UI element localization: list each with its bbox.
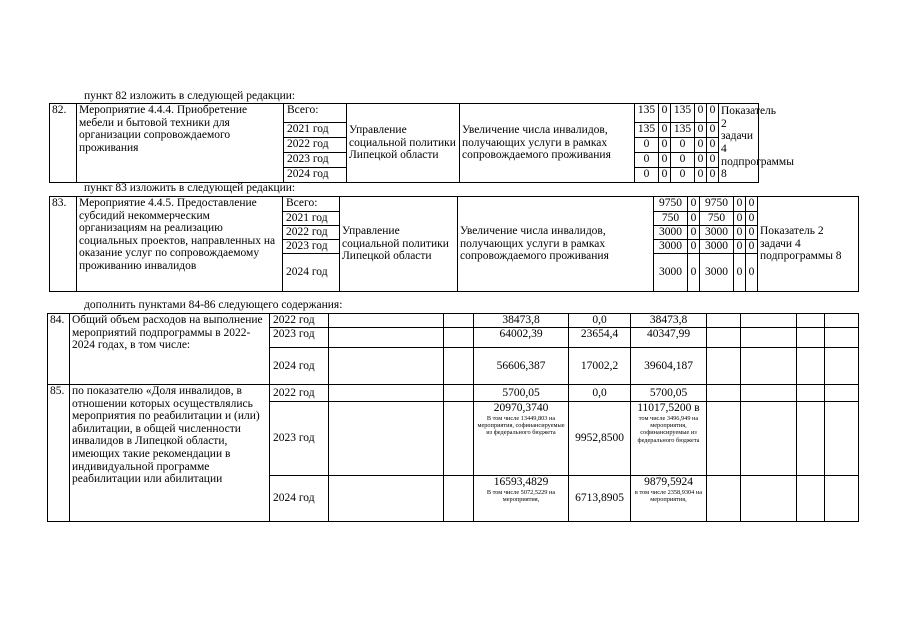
year-cell: 2022 год — [284, 138, 347, 153]
value-cell: 0 — [695, 168, 707, 183]
value-cell: 135 — [671, 123, 695, 138]
row-number: 84. — [48, 314, 70, 385]
indicator: Показатель 2 задачи 4 подпрограммы 8 — [719, 104, 759, 183]
note-item-82: пункт 82 изложить в следующей редакции: — [84, 90, 296, 102]
empty-cell — [797, 476, 825, 522]
year-cell: 2024 год — [284, 168, 347, 183]
total-footnote: В том числе 13449,803 на мероприятия, софинансируемые из федерального бюджета — [477, 414, 565, 437]
empty-cell — [329, 328, 444, 348]
empty-cell — [444, 385, 474, 402]
empty-cell — [797, 328, 825, 348]
empty-cell — [825, 314, 859, 328]
note-item-83: пункт 83 изложить в следующей редакции: — [84, 182, 296, 194]
regional-cell — [631, 476, 707, 522]
indicator: Показатель 2 задачи 4 подпрограммы 8 — [758, 197, 859, 292]
value-cell: 3000 — [700, 226, 734, 240]
regional-value: 9879,5924 — [644, 476, 693, 488]
regional-cell: 40347,99 — [631, 328, 707, 348]
value-cell: 0 — [746, 254, 758, 292]
value-cell: 750 — [700, 212, 734, 226]
value-cell: 0 — [659, 138, 671, 153]
empty-cell — [444, 402, 474, 476]
value-cell: 0 — [707, 168, 719, 183]
empty-cell — [741, 476, 797, 522]
value-cell: 3000 — [654, 254, 688, 292]
total-cell: 38473,8 — [474, 314, 569, 328]
note-items-84-86: дополнить пунктами 84-86 следующего содержания: — [84, 299, 343, 311]
federal-cell: 23654,4 — [569, 328, 631, 348]
value-cell: 750 — [654, 212, 688, 226]
value-cell: 0 — [695, 153, 707, 168]
empty-cell — [825, 348, 859, 385]
row-number: 85. — [48, 385, 70, 522]
value-cell: 0 — [734, 240, 746, 254]
empty-cell — [329, 476, 444, 522]
table-item-82 — [49, 103, 794, 183]
year-cell: 2023 год — [270, 328, 329, 348]
empty-cell — [825, 476, 859, 522]
value-cell: 0 — [659, 153, 671, 168]
value-cell: 0 — [707, 104, 719, 123]
value-cell: 0 — [746, 240, 758, 254]
empty-cell — [707, 348, 741, 385]
empty-cell — [707, 476, 741, 522]
empty-cell — [707, 314, 741, 328]
row-number: 82. — [50, 104, 77, 183]
year-cell: Всего: — [284, 104, 347, 123]
responsible-org: Управление социальной политики Липецкой области — [340, 197, 458, 292]
federal-cell: 0,0 — [569, 385, 631, 402]
value-cell: 0 — [707, 138, 719, 153]
value-cell: 0 — [688, 197, 700, 212]
value-cell: 0 — [695, 138, 707, 153]
value-cell: 0 — [659, 104, 671, 123]
total-cell: 64002,39 — [474, 328, 569, 348]
value-cell: 0 — [635, 168, 659, 183]
year-cell: Всего: — [283, 197, 340, 212]
value-cell: 0 — [734, 197, 746, 212]
empty-cell — [741, 348, 797, 385]
value-cell: 3000 — [654, 240, 688, 254]
year-cell: 2024 год — [283, 254, 340, 292]
regional-cell — [631, 402, 707, 476]
empty-cell — [329, 348, 444, 385]
empty-cell — [329, 385, 444, 402]
year-cell: 2024 год — [270, 348, 329, 385]
value-cell: 0 — [695, 104, 707, 123]
empty-cell — [741, 314, 797, 328]
value-cell: 0 — [695, 123, 707, 138]
value-cell: 135 — [671, 104, 695, 123]
regional-value: 11017,5200 в — [637, 402, 700, 414]
total-cell: 5700,05 — [474, 385, 569, 402]
value-cell: 0 — [746, 212, 758, 226]
empty-cell — [707, 402, 741, 476]
value-cell: 0 — [734, 254, 746, 292]
total-cell: 56606,387 — [474, 348, 569, 385]
year-cell: 2024 год — [270, 476, 329, 522]
regional-cell: 5700,05 — [631, 385, 707, 402]
value-cell: 0 — [707, 123, 719, 138]
summary-name: Общий объем расходов на выполнение мероприятий подпрограммы в 2022-2024 годах, в том числе: — [70, 314, 270, 385]
empty-cell — [797, 314, 825, 328]
empty-cell — [444, 476, 474, 522]
regional-footnote: в том числе 2358,9304 на мероприятия, — [634, 488, 703, 503]
value-cell: 0 — [671, 153, 695, 168]
empty-cell — [444, 314, 474, 328]
value-cell: 135 — [635, 123, 659, 138]
total-value: 16593,4829 — [493, 476, 549, 488]
value-cell: 0 — [688, 226, 700, 240]
table-items-84-85 — [47, 313, 859, 522]
empty-cell — [329, 314, 444, 328]
value-cell: 0 — [746, 197, 758, 212]
regional-footnote: том числе 3496,949 на мероприятия, софинансируемые из федерального бюджета — [637, 414, 700, 444]
value-cell: 9750 — [654, 197, 688, 212]
empty-cell — [741, 328, 797, 348]
year-cell: 2023 год — [270, 402, 329, 476]
total-value: 20970,3740 — [493, 402, 549, 414]
value-cell: 0 — [688, 254, 700, 292]
row-number: 83. — [50, 197, 77, 292]
total-footnote: В том числе 5072,5229 на мероприятия, — [486, 488, 556, 503]
empty-cell — [825, 328, 859, 348]
value-cell: 0 — [671, 168, 695, 183]
empty-cell — [825, 385, 859, 402]
federal-cell: 0,0 — [569, 314, 631, 328]
indicator-name: по показателю «Доля инвалидов, в отношении которых осуществлялись мероприятия по реабилитации и (или) абилитации, в общей численности инвалидов в Липецкой области, имеющих такие рекомендации в индивидуальной программе реабилитации или абилитации — [70, 385, 270, 522]
regional-cell: 39604,187 — [631, 348, 707, 385]
year-cell: 2023 год — [283, 240, 340, 254]
federal-cell: 6713,8905 — [569, 476, 631, 522]
federal-cell: 9952,8500 — [569, 402, 631, 476]
empty-cell — [444, 348, 474, 385]
value-cell: 0 — [659, 168, 671, 183]
value-cell: 0 — [734, 212, 746, 226]
value-cell: 0 — [734, 226, 746, 240]
year-cell: 2022 год — [283, 226, 340, 240]
value-cell: 3000 — [700, 240, 734, 254]
empty-cell — [797, 348, 825, 385]
year-cell: 2022 год — [270, 385, 329, 402]
empty-cell — [741, 402, 797, 476]
value-cell: 0 — [671, 138, 695, 153]
responsible-org: Управление социальной политики Липецкой области — [347, 104, 460, 183]
value-cell: 0 — [635, 138, 659, 153]
year-cell: 2021 год — [284, 123, 347, 138]
regional-cell: 38473,8 — [631, 314, 707, 328]
value-cell: 0 — [746, 226, 758, 240]
empty-cell — [329, 402, 444, 476]
value-cell: 135 — [635, 104, 659, 123]
expected-result: Увеличение числа инвалидов, получающих услуги в рамках сопровождаемого проживания — [460, 104, 635, 183]
value-cell: 0 — [688, 240, 700, 254]
empty-cell — [741, 385, 797, 402]
value-cell: 9750 — [700, 197, 734, 212]
value-cell: 3000 — [700, 254, 734, 292]
table-item-83 — [49, 196, 859, 292]
value-cell: 0 — [707, 153, 719, 168]
federal-cell: 17002,2 — [569, 348, 631, 385]
value-cell: 0 — [688, 212, 700, 226]
empty-cell — [797, 385, 825, 402]
measure-name: Мероприятие 4.4.4. Приобретение мебели и бытовой техники для организации сопровождаемого проживания — [77, 104, 284, 183]
year-cell: 2022 год — [270, 314, 329, 328]
empty-cell — [707, 385, 741, 402]
measure-name: Мероприятие 4.4.5. Предоставление субсидий некоммерческим организациям на реализацию социальных проектов, направленных на оказание услуг по сопровождаемому проживанию инвалидов — [77, 197, 283, 292]
total-cell — [474, 402, 569, 476]
value-cell: 0 — [635, 153, 659, 168]
total-cell — [474, 476, 569, 522]
empty-cell — [444, 328, 474, 348]
year-cell: 2021 год — [283, 212, 340, 226]
value-cell: 0 — [659, 123, 671, 138]
year-cell: 2023 год — [284, 153, 347, 168]
value-cell: 3000 — [654, 226, 688, 240]
empty-cell — [707, 328, 741, 348]
empty-cell — [825, 402, 859, 476]
empty-cell — [797, 402, 825, 476]
expected-result: Увеличение числа инвалидов, получающих услуги в рамках сопровождаемого проживания — [458, 197, 654, 292]
